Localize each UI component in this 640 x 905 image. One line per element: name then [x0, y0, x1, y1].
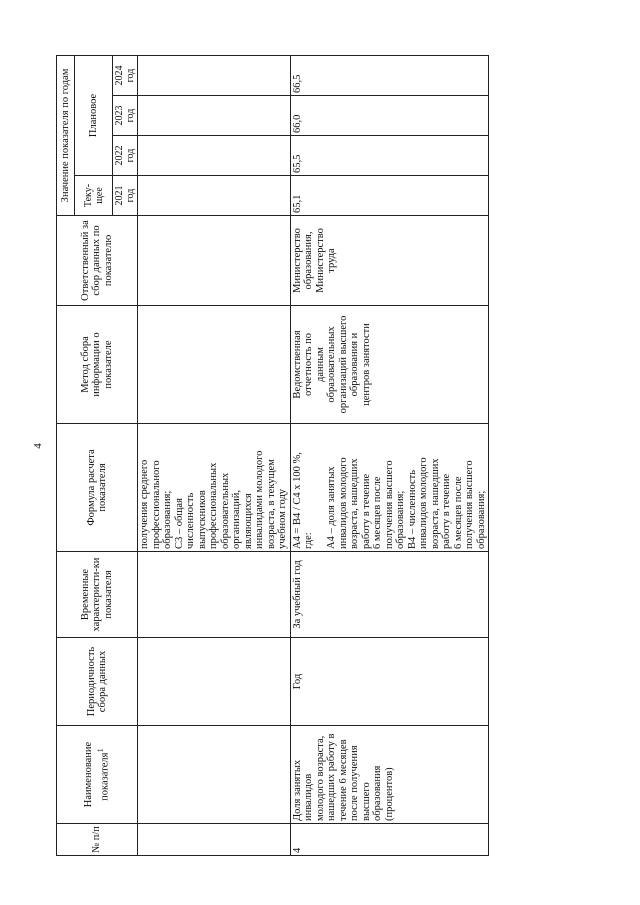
cont-responsible-cell: [138, 216, 291, 306]
row4-value-2024: 66,5: [290, 55, 489, 95]
indicator-table: [56, 55, 489, 856]
header-name-footnote: 1: [94, 748, 105, 753]
cont-num-cell: [138, 824, 291, 856]
row4-method-line: данным: [314, 347, 326, 382]
row4-responsible-line: Министерство: [314, 228, 326, 293]
cont-formula-line: численность: [185, 492, 196, 549]
header-current: Теку-щее: [75, 176, 113, 216]
row4-time: За учебный год: [290, 552, 489, 638]
cont-time-cell: [138, 552, 291, 638]
cont-formula-line: образовательных: [219, 472, 231, 549]
cont-formula-line: выпускников: [196, 490, 208, 549]
row4-formula-line: работу в течение: [360, 473, 372, 549]
cont-formula-line: являющихся: [242, 493, 254, 549]
row4-formula-line: 6 месяцев после: [452, 476, 464, 549]
table-row-4: [290, 55, 489, 855]
header-year-2021: 2021 год: [113, 176, 138, 216]
row4-name-cell: [290, 726, 489, 824]
cont-period-cell: [138, 638, 291, 726]
row4-formula-line: образования;: [395, 490, 406, 549]
row4-period: Год: [290, 638, 489, 726]
header-name-text: Наименование показателя: [83, 741, 111, 808]
cont-formula-line: инвалидами молодого: [254, 450, 265, 549]
header-time: Временные характеристи-ки показателя: [57, 552, 138, 638]
header-method: Метод сбора информации о показателе: [57, 306, 138, 424]
cont-value-2024: [138, 55, 291, 95]
cont-formula-line: учебном году: [277, 488, 288, 549]
cont-method-cell: [138, 306, 291, 424]
page-number: 4: [31, 443, 44, 449]
cont-formula-line: С3 – общая: [173, 498, 185, 549]
row4-responsible-line: труда: [326, 248, 337, 273]
rotated-table-container: [56, 56, 631, 856]
row4-name-line: нашедших работу в: [326, 733, 337, 821]
cont-formula-line: получения среднего: [139, 459, 150, 549]
row4-method-line: образования и: [349, 332, 360, 397]
cont-formula-line: профессионального: [150, 460, 162, 549]
cont-value-2021: [138, 176, 291, 216]
cont-formula-cell: [138, 424, 291, 552]
header-name: [57, 726, 138, 824]
header-period: Периодичность сбора данных: [57, 638, 138, 726]
row4-responsible-line: Министерство: [291, 228, 303, 293]
row4-method-line: Ведомственная: [291, 330, 303, 399]
row4-formula-line: возраста, нашедших: [429, 458, 441, 549]
row4-formula-line: А4 – доля занятых: [326, 466, 337, 549]
row4-formula-line: получения высшего: [383, 460, 395, 549]
row4-formula-line: инвалидов молодого: [337, 457, 349, 549]
header-formula: Формула расчета показателя: [57, 424, 138, 552]
row4-formula-line: образования;: [475, 490, 487, 549]
header-values-group: Значение показателя по годам: [57, 55, 75, 215]
cont-value-2022: [138, 136, 291, 176]
cont-name-cell: [138, 726, 291, 824]
row4-formula-line: В4 – численность: [406, 469, 418, 549]
row4-name-line: (процентов): [383, 767, 395, 821]
row4-method-line: образовательных: [326, 326, 337, 403]
row4-method-line: организаций высшего: [337, 315, 349, 414]
row4-name-line: течение 6 месяцев: [337, 739, 349, 821]
row4-method-line: центров занятости: [360, 323, 372, 406]
row4-name-line: инвалидов: [303, 773, 314, 821]
row4-formula-line: возраста, нашедших: [349, 458, 360, 549]
cont-formula-line: профессиональных: [208, 462, 219, 549]
header-year-2022: 2022 год: [113, 136, 138, 176]
row4-formula-line: где:: [303, 532, 314, 549]
row4-formula-cell: [290, 424, 489, 552]
header-responsible: Ответственный за сбор данных по показателю: [57, 216, 138, 306]
row4-formula-line: инвалидов молодого: [418, 457, 429, 549]
row4-name-line: образования: [372, 765, 383, 821]
row4-value-2022: 65,5: [290, 136, 489, 176]
header-year-2024: 2024 год: [113, 55, 138, 95]
row4-method-line: отчетность по: [303, 333, 314, 396]
row4-num: 4: [290, 824, 489, 856]
row4-formula-line: 6 месяцев после: [372, 476, 383, 549]
header-num: № п/п: [57, 824, 138, 856]
row4-formula-line: А4 = В4 / С4 x 100 %,: [291, 452, 303, 549]
row4-name-line: молодого возраста,: [314, 735, 326, 821]
cont-formula-line: организаций,: [231, 490, 242, 549]
row4-method-cell: [290, 306, 489, 424]
cont-formula-line: возраста, в текущем: [265, 459, 277, 549]
row4-responsible-cell: [290, 216, 489, 306]
row4-value-2021: 65,1: [290, 176, 489, 216]
row4-formula-line: работу в течение: [441, 473, 452, 549]
header-year-2023: 2023 год: [113, 96, 138, 136]
row4-name-line: высшего: [360, 782, 372, 821]
cont-value-2023: [138, 96, 291, 136]
row4-value-2023: 66,0: [290, 96, 489, 136]
header-planned: Плановое: [75, 55, 113, 175]
row4-name-line: после получения: [349, 745, 360, 821]
cont-formula-line: образования;: [162, 490, 173, 549]
table-row-continued: [138, 55, 291, 855]
row4-name-line: Доля занятых: [291, 759, 303, 821]
row4-responsible-line: образования,: [303, 231, 314, 290]
row4-formula-line: [315, 426, 327, 549]
row4-formula-line: получения высшего: [464, 460, 475, 549]
